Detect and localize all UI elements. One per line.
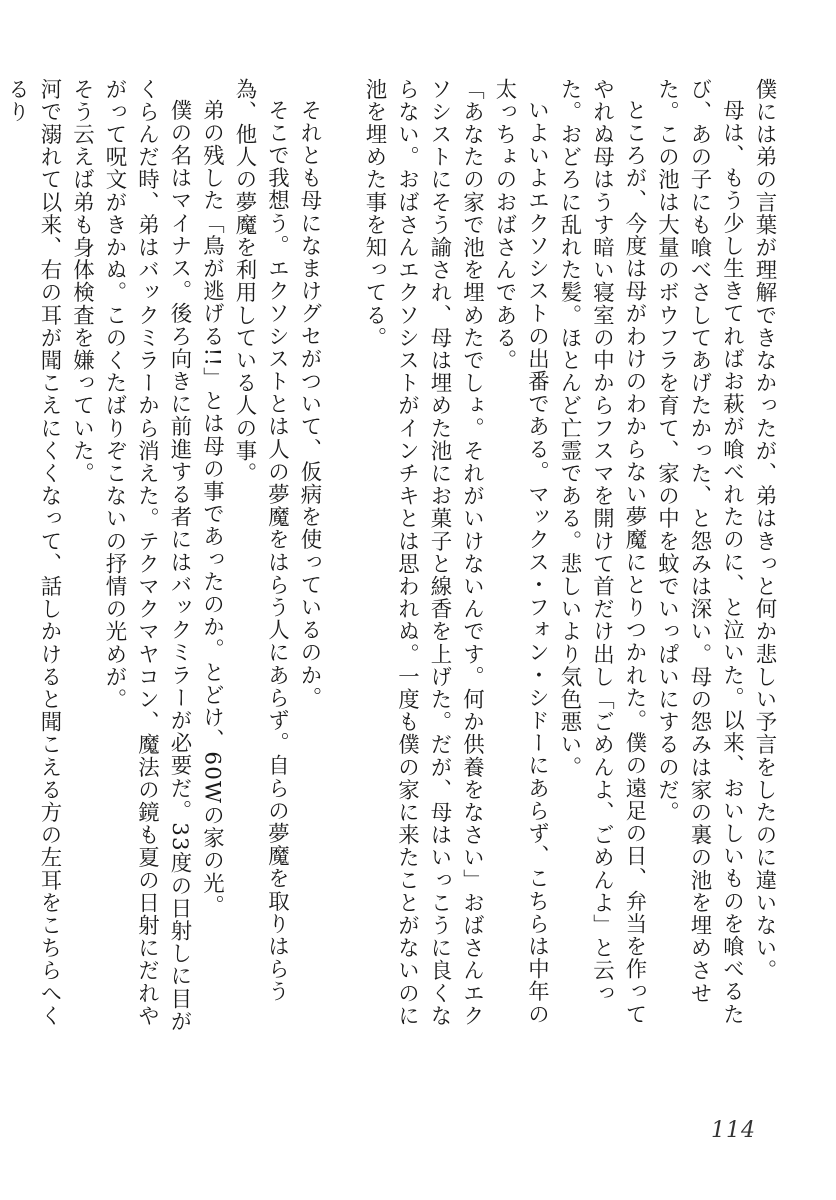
paragraph: いよいよエクソシストの出番である。マックス・フォン・シドーにあらず、こちらは中年の太っちょのおばさんである。 [492,78,550,1026]
paragraph-break [325,78,358,1038]
paragraph: 僕の名はマイナス。後ろ向きに前進する者にはバックミラーが必要だ。33度の日射しに目がくらんだ時、弟はバックミラーから消えた。テクマクマヤコン、魔法の鏡も夏の日射にだれやがって呪文がきかぬ。このくたばりぞこないの抒情の光めが。 [102,78,192,1034]
paragraph: 河で溺れて以来、右の耳が聞こえにくくなって、話しかけると聞こえる方の左耳をこちらへくるり [4,78,62,1028]
paragraph: そこで我想う。エクソシストとは人の夢魔をはらう人にあらず。自らの夢魔を取りはらう為、他人の夢魔を利用している人の事。 [232,78,290,1004]
paragraph: 「あなたの家で池を埋めたでしょ。それがいけないんです。何か供養をなさい」おばさんエクソシストにそう諭され、母は埋めた池にお菓子と線香を上げた。だが、母はいっこうに良くならない。おばさんエクソシストがインチキとは思われぬ。一度も僕の家に来たことがないのに池を埋めた事を知ってる。 [362,78,485,1028]
paragraph: 弟の残した「鳥が逃げる!!」とは母の事であったのか。とどけ、60Wの家の光。 [199,99,225,918]
page-number: 114 [711,1118,756,1143]
vertical-text-body [4,78,780,1038]
paragraph: 母は、もう少し生きてればお萩が喰べれたのに、と泣いた。以来、おいしいものを喰べるたび、あの子にも喰べさしてあげたかった、と怨みは深い。母の怨みは家の裏の池を埋めさせた。この池は大量のボウフラを育て、家の中を蚊でいっぱいにするのだ。 [654,78,745,1026]
paragraph: そう云えば弟も身体検査を嫌っていた。 [69,78,95,485]
paragraph: それとも母になまけグセがついて、仮病を使っているのか。 [297,99,322,710]
paragraph: ところが、今度は母がわけのわからない夢魔にとりつかれた。僕の遠足の日、弁当を作ってやれぬ母はうす暗い寝室の中からフスマを開けて首だけ出し「ごめんよ、ごめんよ」と云った。おどろに乱れた髪。ほとんど亡霊である。悲しいより気色悪い。 [557,78,647,1026]
paragraph: 僕には弟の言葉が理解できなかったが、弟はきっと何か悲しい予言をしたのに違いない。 [752,78,777,982]
